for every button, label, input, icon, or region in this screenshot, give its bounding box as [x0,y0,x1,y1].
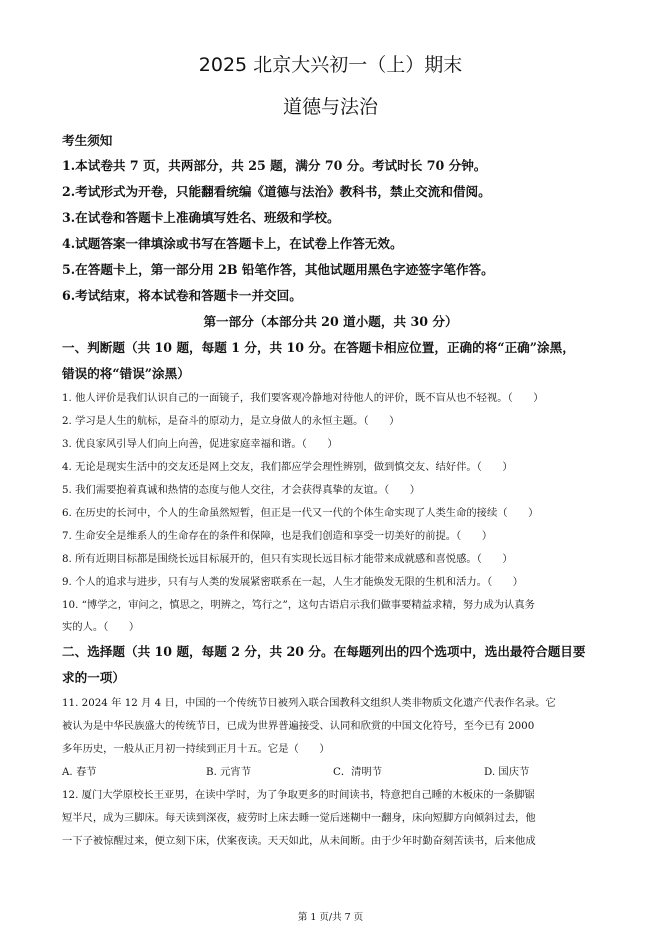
judge-question: 3. 优良家风引导人们向上向善，促进家庭幸福和谐。（ ） [62,438,338,450]
part1-heading: 第一部分（本部分共 20 道小题，共 30 分） [203,314,458,329]
judge-question: 10. “博学之，审问之，慎思之，明辨之，笃行之”，这句古语启示我们做事要精益求精，努力成为认真务 [62,599,535,611]
notice-item: 5.在答题卡上，第一部分用 2B 铅笔作答，其他试题用黑色字迹签字笔作答。 [62,262,494,277]
choice-question: 11. 2024 年 12 月 4 日，中国的一个传统节日被列入联合国教科文组织人类非物质文化遗产代表作名录。它 [62,697,556,709]
notice-item: 1.本试卷共 7 页，共两部分，共 25 题，满分 70 分。考试时长 70 分钟。 [62,158,487,173]
notice-item: 3.在试卷和答题卡上准确填写姓名、班级和学校。 [62,210,340,225]
judge-question: 2. 学习是人生的航标，是奋斗的原动力，是立身做人的永恒主题。（ ） [62,415,400,427]
notice-item: 6.考试结束，将本试卷和答题卡一并交回。 [62,288,302,303]
judge-question: 4. 无论是现实生活中的交友还是网上交友，我们都应学会理性辨别，做到慎交友、结好伴。（ ） [62,461,513,473]
choice-question-cont: 多年历史，一般从正月初一持续到正月十五。它是（ ） [62,743,330,755]
option-d: D. 国庆节 [484,766,530,778]
section2-heading-cont: 求的一项） [62,670,125,685]
choice-question-cont: 一下子被惊醒过来，便立刻下床，伏案夜读。天天如此，从未间断。由于少年时勤奋刻苦读书，后来他成 [62,835,536,847]
notice-heading: 考生须知 [62,133,113,148]
judge-question: 5. 我们需要抱着真诚和热情的态度与他人交往，才会获得真挚的友谊。（ ） [62,484,421,496]
section1-heading: 一、判断题（共 10 题，每题 1 分，共 10 分。在答题卡相应位置，正确的将“正确”涂黑， [62,340,575,355]
choice-question-cont: 短半尺，成为三脚床。每天读到深夜，疲劳时上床去睡一觉后迷糊中一翻身，床向短脚方向倾斜过去，他 [62,812,536,824]
choice-question: 12. 厦门大学原校长王亚男，在读中学时，为了争取更多的时间读书，特意把自己睡的木板床的一条脚锯 [62,789,535,801]
choice-question-cont: 被认为是中华民族盛大的传统节日，已成为世界普遍接受、认同和欣赏的中国文化符号，至今已有 2000 [62,720,535,732]
page-number: 第 1 页/共 7 页 [297,912,364,923]
subject-title: 道德与法治 [282,96,378,118]
option-a: A. 春节 [62,766,97,778]
judge-question: 9. 个人的追求与进步，只有与人类的发展紧密联系在一起，人生才能焕发无限的生机和活力。（ ） [62,576,524,588]
section1-heading-cont: 错误的将“错误”涂黑） [62,366,190,381]
option-b: B. 元宵节 [206,766,252,778]
judge-question: 7. 生命安全是维系人的生命存在的条件和保障，也是我们创造和享受一切美好的前提。（ ） [62,530,493,542]
judge-question: 6. 在历史的长河中，个人的生命虽然短暂，但正是一代又一代的个体生命实现了人类生命的接续（ ） [62,507,539,519]
judge-question: 1. 他人评价是我们认识自己的一面镜子，我们要客观冷静地对待他人的评价，既不盲从也不轻视。（ ） [62,392,544,404]
notice-item: 4.试题答案一律填涂或书写在答题卡上，在试卷上作答无效。 [62,236,403,251]
judge-question: 8. 所有近期目标都是围绕长远目标展开的，但只有实现长远目标才能带来成就感和喜悦感。（ ） [62,553,513,565]
option-c: C．清明节 [333,766,383,778]
section2-heading: 二、选择题（共 10 题，每题 2 分，共 20 分。在每题列出的四个选项中，选出最符合题目要 [62,644,586,659]
notice-item: 2.考试形式为开卷，只能翻看统编《道德与法治》教科书，禁止交流和借阅。 [62,184,491,199]
exam-title: 2025 北京大兴初一（上）期末 [198,54,463,76]
judge-question-cont: 实的人。（ ） [62,621,140,633]
